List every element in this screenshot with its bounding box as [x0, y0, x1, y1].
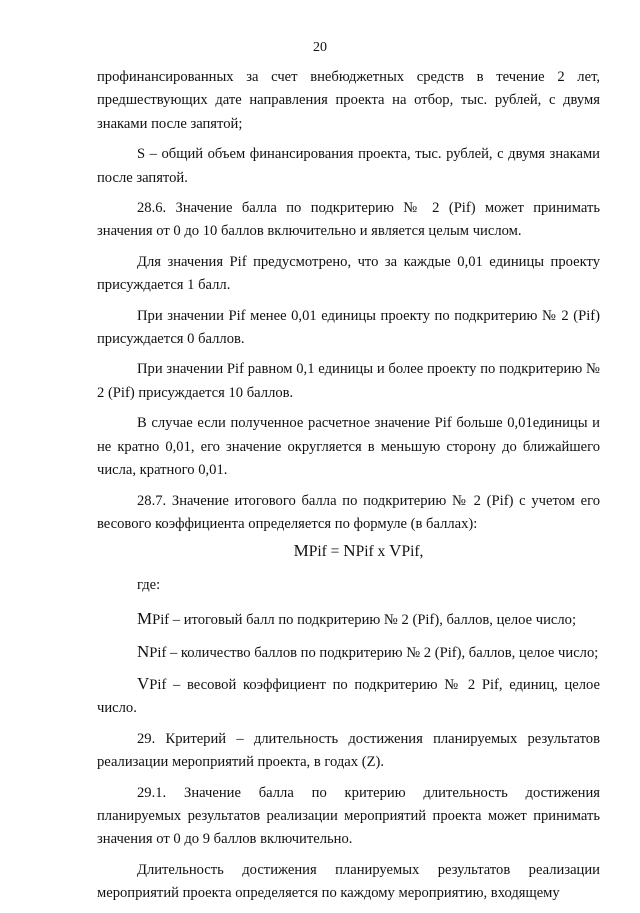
definition-npif-letter: N [137, 641, 150, 661]
paragraph-29-1: 29.1. Значение балла по критерию длительность достижения планируемых результатов реализации мероприятий проекта может принимать значения от 0 до 9 баллов включительно. [97, 784, 600, 848]
formula-lhs: Pif = [308, 543, 344, 561]
paragraph-pif-rounding: В случае если полученное расчетное значение Pif больше 0,01единицы и не кратно 0,01, его значение округляется в меньшую сторону до ближайшего числа, кратного 0,01. [97, 415, 600, 479]
formula-vpif: Pif, [401, 543, 424, 561]
definition-vpif-text: Pif – весовой коэффициент по подкритерию № 2 Pif, единиц, целое число. [97, 676, 600, 717]
formula-v: V [389, 541, 402, 561]
paragraph-pif-min: При значении Pif менее 0,01 единицы проекту по подкритерию № 2 (Pif) присуждается 0 баллов. [97, 307, 600, 348]
paragraph-s-definition: S – общий объем финансирования проекта, тыс. рублей, с двумя знаками после запятой. [97, 146, 600, 186]
definition-mpif [97, 607, 600, 632]
definition-mpif-letter: M [137, 609, 153, 629]
definition-vpif-letter: V [137, 673, 150, 693]
paragraph-pif-rule: Для значения Pif предусмотрено, что за каждые 0,01 единицы проекту присуждается 1 балл. [97, 253, 600, 294]
formula-npif: Pif x [355, 543, 390, 561]
definition-npif [97, 640, 600, 665]
where-label: где: [137, 576, 161, 593]
definition-npif-text: Pif – количество баллов по подкритерию № 2 (Pif), баллов, целое число; [149, 644, 599, 661]
document-body [97, 66, 600, 913]
paragraph-28-6: 28.6. Значение балла по подкритерию № 2 (Pif) может принимать значения от 0 до 10 баллов включительно и является целым числом. [97, 200, 600, 240]
paragraph-continuation: профинансированных за счет внебюджетных средств в течение 2 лет, предшествующих дате направления проекта на отбор, тыс. рублей, с двумя знаками после запятой; [97, 69, 600, 132]
definition-vpif [97, 672, 600, 721]
paragraph-28-7: 28.7. Значение итогового балла по подкритерию № 2 (Pif) с учетом его весового коэффициента определяется по формуле (в баллах): [97, 492, 600, 532]
definition-mpif-text: Pif – итоговый балл по подкритерию № 2 (Pif), баллов, целое число; [152, 612, 577, 629]
paragraph-29: 29. Критерий – длительность достижения планируемых результатов реализации мероприятий проекта, в годах (Z). [97, 730, 600, 771]
paragraph-pif-max: При значении Pif равном 0,1 единицы и более проекту по подкритерию № 2 (Pif) присуждается 10 баллов. [97, 361, 600, 401]
page-number: 20 [313, 40, 327, 55]
formula-m: M [293, 541, 309, 561]
formula-n: N [343, 541, 356, 561]
formula [97, 539, 600, 563]
paragraph-duration: Длительность достижения планируемых результатов реализации мероприятий проекта определяется по каждому мероприятию, входящему [97, 861, 600, 902]
